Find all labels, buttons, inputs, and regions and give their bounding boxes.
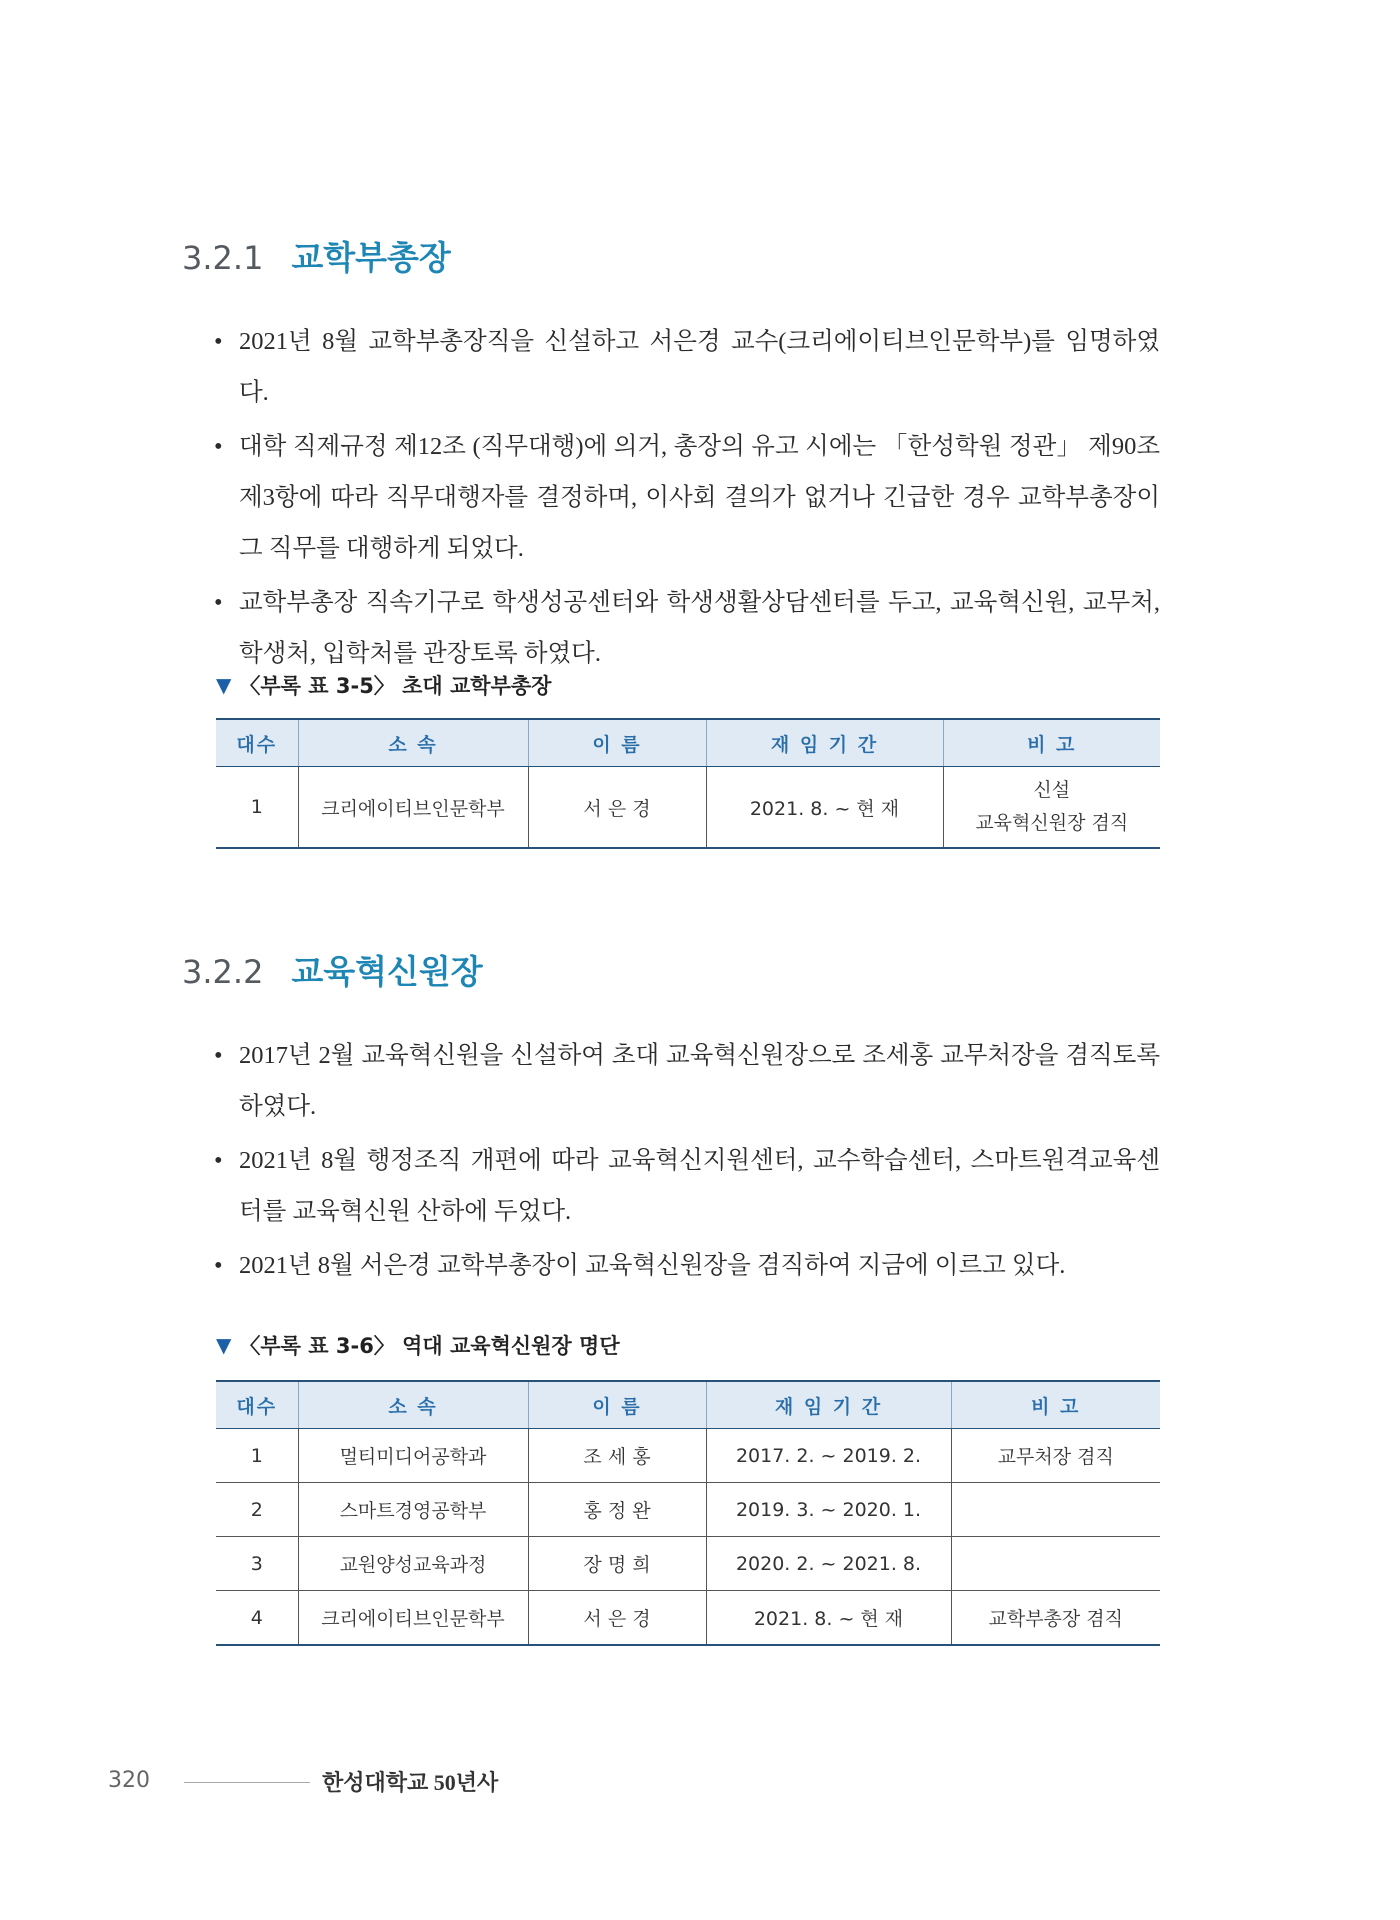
triangle-down-icon: ▼ [216,673,232,697]
cell-term: 2019. 3. ~ 2020. 1. [706,1483,951,1537]
cell-number: 1 [216,1429,298,1483]
triangle-down-icon: ▼ [216,1333,232,1357]
cell-department: 멀티미디어공학과 [298,1429,528,1483]
column-header: 소 속 [298,1381,528,1429]
bullet-item: • 2021년 8월 교학부총장직을 신설하고 서은경 교수(크리에이티브인문학부)를 임명하였다. [214,316,1160,418]
table-row [216,1591,1160,1646]
bullet-dot-icon: • [214,328,223,355]
column-header: 이 름 [528,1381,706,1429]
cell-name: 서 은 경 [528,767,706,849]
bullet-item: • 2021년 8월 행정조직 개편에 따라 교육혁신지원센터, 교수학습센터, 스마트원격교육센터를 교육혁신원 산하에 두었다. [214,1135,1160,1237]
column-header: 대수 [216,719,298,767]
cell-department: 크리에이티브인문학부 [298,767,528,849]
section-heading-3-2-1 [182,232,451,279]
bullet-dot-icon: • [214,433,223,460]
bullet-dot-icon: • [214,1042,223,1069]
cell-note [951,1483,1160,1537]
cell-note: 신설 교육혁신원장 겸직 [943,767,1160,849]
page-number: 320 [108,1768,150,1793]
section2-bullet-list [214,1030,1160,1294]
cell-number: 1 [216,767,298,849]
section-title: 교학부총장 [291,238,451,277]
cell-term: 2021. 8. ~ 현 재 [706,767,943,849]
column-header: 재 임 기 간 [706,1381,951,1429]
cell-note: 교학부총장 겸직 [951,1591,1160,1646]
section-number: 3.2.1 [182,239,264,277]
cell-note [951,1537,1160,1591]
table-innovation-directors [216,1380,1160,1646]
cell-term: 2021. 8. ~ 현 재 [706,1591,951,1646]
table-caption: ▼ 〈부록 표 3-5〉 초대 교학부총장 [216,673,552,698]
cell-name: 조 세 홍 [528,1429,706,1483]
cell-department: 스마트경영공학부 [298,1483,528,1537]
column-header: 비 고 [943,719,1160,767]
column-header: 이 름 [528,719,706,767]
table-header-row [216,1381,1160,1429]
bullet-item: • 2017년 2월 교육혁신원을 신설하여 초대 교육혁신원장으로 조세홍 교무처장을 겸직토록 하였다. [214,1030,1160,1132]
cell-name: 장 명 희 [528,1537,706,1591]
column-header: 비 고 [951,1381,1160,1429]
cell-department: 크리에이티브인문학부 [298,1591,528,1646]
table-first-vice-president [216,718,1160,849]
cell-term: 2017. 2. ~ 2019. 2. [706,1429,951,1483]
section-title: 교육혁신원장 [291,952,483,991]
cell-number: 3 [216,1537,298,1591]
column-header: 소 속 [298,719,528,767]
footer-divider [184,1782,310,1783]
column-header: 대수 [216,1381,298,1429]
book-title: 한성대학교 50년사 [322,1770,499,1795]
cell-term: 2020. 2. ~ 2021. 8. [706,1537,951,1591]
cell-name: 홍 정 완 [528,1483,706,1537]
cell-name: 서 은 경 [528,1591,706,1646]
bullet-item: • 2021년 8월 서은경 교학부총장이 교육혁신원장을 겸직하여 지금에 이르고 있다. [214,1240,1160,1291]
table-header-row [216,719,1160,767]
cell-number: 2 [216,1483,298,1537]
section-number: 3.2.2 [182,953,264,991]
bullet-dot-icon: • [214,1252,223,1279]
table-row [216,1483,1160,1537]
table-row [216,767,1160,849]
section-heading-3-2-2 [182,946,483,993]
cell-department: 교원양성교육과정 [298,1537,528,1591]
bullet-item: • 교학부총장 직속기구로 학생성공센터와 학생생활상담센터를 두고, 교육혁신원, 교무처, 학생처, 입학처를 관장토록 하였다. [214,577,1160,679]
column-header: 재 임 기 간 [706,719,943,767]
cell-note: 교무처장 겸직 [951,1429,1160,1483]
cell-number: 4 [216,1591,298,1646]
table-row [216,1537,1160,1591]
bullet-dot-icon: • [214,589,223,616]
table-caption: ▼ 〈부록 표 3-6〉 역대 교육혁신원장 명단 [216,1333,620,1358]
table-row [216,1429,1160,1483]
bullet-item: • 대학 직제규정 제12조 (직무대행)에 의거, 총장의 유고 시에는 「한성학원 정관」 제90조 제3항에 따라 직무대행자를 결정하며, 이사회 결의가 없거나 긴급한 경우 교학부총장이 그 직무를 대행하게 되었다. [214,421,1160,574]
bullet-dot-icon: • [214,1147,223,1174]
section1-bullet-list [214,316,1160,682]
